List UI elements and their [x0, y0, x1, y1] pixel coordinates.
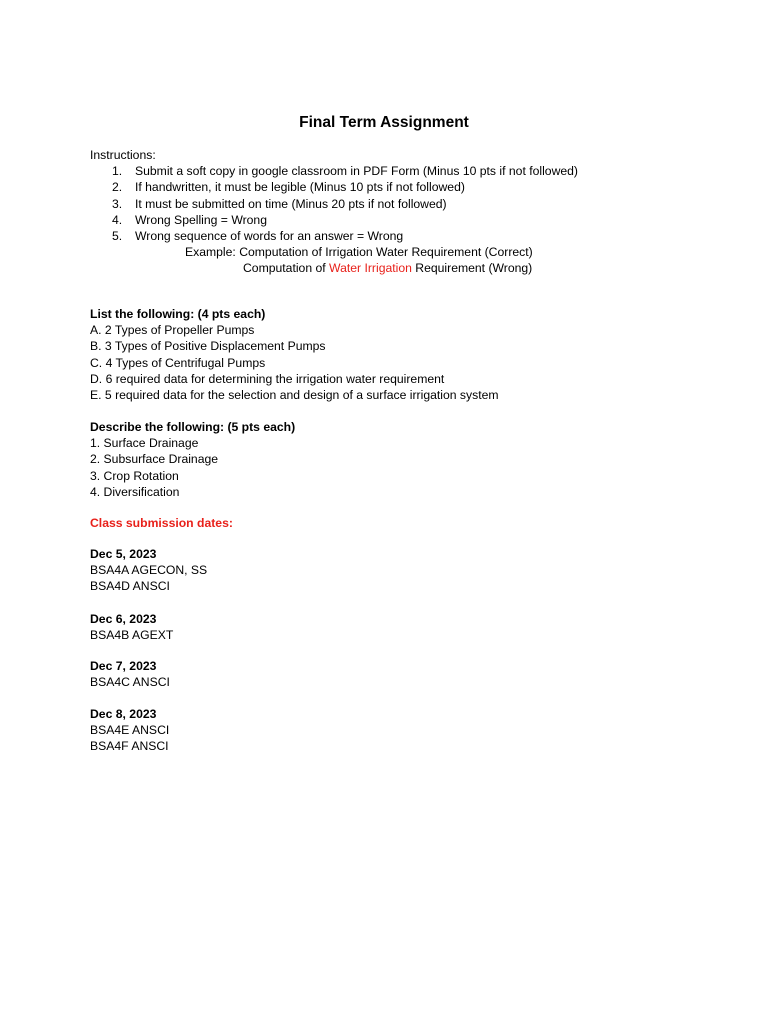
list-item: E. 5 required data for the selection and design of a surface irrigation system: [90, 387, 499, 402]
instructions-heading: Instructions:: [90, 148, 156, 162]
describe-item: 2. Subsurface Drainage: [90, 452, 219, 467]
describe-item: 1. Surface Drainage: [90, 436, 199, 451]
instruction-number: 2.: [112, 180, 123, 195]
describe-section: [90, 419, 295, 500]
submission-date: Dec 7, 2023: [90, 659, 157, 673]
instruction-number: 5.: [112, 228, 123, 243]
example-correct-line: Example: Computation of Irrigation Water Requirement (Correct): [185, 245, 533, 260]
instruction-text: If handwritten, it must be legible (Minus 10 pts if not followed): [135, 180, 465, 195]
example-wrong-suffix: Requirement (Wrong): [411, 261, 533, 276]
submission-section: [90, 515, 233, 531]
submission-group: [90, 658, 170, 690]
example-wrong-prefix: Computation of: [243, 261, 330, 276]
instruction-number: 1.: [112, 164, 123, 179]
instruction-item: [90, 163, 578, 179]
submission-date: Dec 8, 2023: [90, 707, 157, 721]
submission-class: BSA4F ANSCI: [90, 739, 169, 754]
instruction-text: It must be submitted on time (Minus 20 pts if not followed): [135, 196, 447, 211]
list-item: C. 4 Types of Centrifugal Pumps: [90, 355, 266, 370]
instructions-block: [90, 147, 578, 277]
page-title: Final Term Assignment: [299, 114, 469, 131]
describe-item: 3. Crop Rotation: [90, 468, 179, 483]
example-wrong-line: [90, 260, 578, 276]
list-item: A. 2 Types of Propeller Pumps: [90, 323, 255, 338]
instruction-item: [90, 196, 578, 212]
submission-heading: Class submission dates:: [90, 516, 233, 530]
submission-date: Dec 6, 2023: [90, 612, 157, 626]
describe-item: 4. Diversification: [90, 484, 180, 499]
submission-class: BSA4D ANSCI: [90, 579, 170, 594]
list-item: D. 6 required data for determining the irrigation water requirement: [90, 371, 445, 386]
instruction-item: [90, 212, 578, 228]
instruction-item: [90, 228, 578, 244]
instruction-number: 4.: [112, 212, 123, 227]
submission-group: [90, 706, 169, 755]
submission-class: BSA4A AGECON, SS: [90, 563, 208, 578]
list-item: B. 3 Types of Positive Displacement Pumps: [90, 339, 326, 354]
list-section-heading: List the following: (4 pts each): [90, 307, 266, 321]
submission-class: BSA4B AGEXT: [90, 628, 174, 643]
instruction-number: 3.: [112, 196, 123, 211]
submission-date: Dec 5, 2023: [90, 547, 157, 561]
list-section: [90, 306, 499, 403]
submission-class: BSA4E ANSCI: [90, 723, 170, 738]
instruction-item: [90, 179, 578, 195]
instruction-text: Submit a soft copy in google classroom in PDF Form (Minus 10 pts if not followed): [135, 164, 578, 179]
submission-class: BSA4C ANSCI: [90, 675, 170, 690]
describe-section-heading: Describe the following: (5 pts each): [90, 420, 296, 434]
submission-group: [90, 611, 173, 643]
instructions-list: [90, 163, 578, 244]
example-wrong-highlight: Water Irrigation: [329, 261, 412, 276]
instruction-text: Wrong sequence of words for an answer = Wrong: [135, 228, 404, 243]
instruction-text: Wrong Spelling = Wrong: [135, 212, 267, 227]
submission-group: [90, 546, 207, 595]
